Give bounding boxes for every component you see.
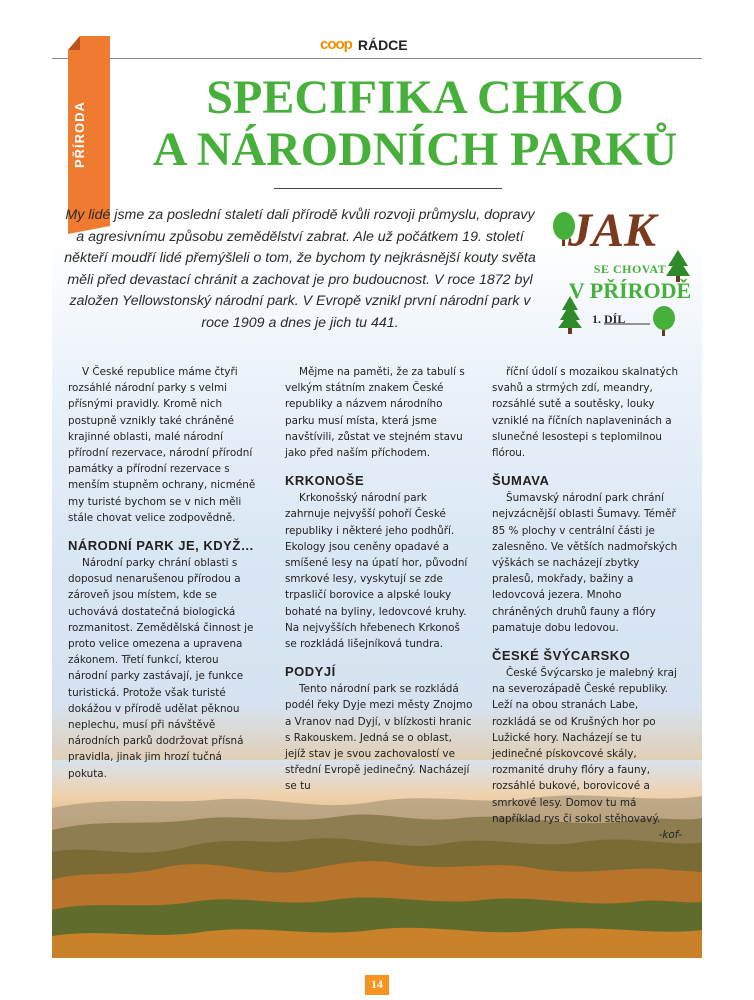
paragraph: Tento národní park se rozkládá podél řeky Dyje mezi městy Znojmo a Vranov nad Dyjí, v blízkosti hranic s Rakouskem. Jedná se o oblast, jejíž stav je svou zachovalostí ve střední Evropě jedinečný. Nacházejí se tu [285,683,473,793]
header-brand [320,36,408,53]
section-heading: ŠUMAVA [492,473,550,489]
column-3 [492,364,682,843]
header-rule [52,58,702,59]
title-divider [274,188,502,189]
intro-paragraph: My lidé jsme za poslední staletí dali přírodě kvůli rozvoji průmyslu, dopravy a agresivnímu způsobu zemědělství zabrat. Ale už počátkem 19. století někteří moudří lidé přemýšleli o tom, že bychom ty nejkrásnější kouty světa měli před devastací chránit a zachovat je pro budoucnost. V roce 1872 byl založen Yellowstonský národní park. V Evropě vznikl první národní park v roce 1909 a dnes je jich tu 441. [64,207,536,331]
series-v-prirode: V PŘÍRODĚ [568,278,692,303]
page-number: 14 [371,977,383,991]
section-heading: KRKONOŠE [285,473,365,489]
section-ribbon-label: PŘÍRODA [72,101,87,168]
section-heading: ČESKÉ ŠVÝCARSKO [492,648,631,664]
paragraph: Mějme na paměti, že za tabulí s velkým státním znakem České republiky a názvem národního parku musí místa, která jsme navštívili, zůstat ve stejném stavu jako před naším příchodem. [285,366,465,460]
column-1 [68,364,258,782]
coop-logo: coop [320,36,352,53]
tree-icon [653,306,675,336]
paragraph: Šumavský národní park chrání nejvzácnější oblasti Šumavy. Téměř 85 % plochy v centrální části je zalesněno. Ve větších nadmořských výškách se nacházejí zbytky pralesů, mokřady, bažiny a ledovcová jezera. Mnoho chráněných druhů fauny a flóry pamatuje dobu ledovou. [492,492,678,634]
paragraph [492,665,682,842]
article-title-line-1: SPECIFIKA CHKO [206,71,624,124]
paragraph: říční údolí s mozaikou skalnatých svahů a strmých zdí, meandry, rozsáhlé sutě a soutěsky, louky vzniklé na říčních naplaveninách a slunečné lesostepi s teplomilnou flórou. [492,366,679,460]
paragraph: V České republice máme čtyři rozsáhlé národní parky s velmi přísnými pravidly. Kromě nich postupně vznikly také chráněné krajinné oblasti, malé národní přírodní rezervace, národní přírodní památky a přírodní rezervace s menším stupněm ochrany, nicméně my turisté bychom se v nich měli stále chovat velice zodpovědně. [68,366,256,524]
paragraph-text: České Švýcarsko je malebný kraj na severozápadě České republiky. Leží na obou stranách Labe, rozkládá se od Krušných hor po Lužické hory. Nacházejí se tu jedinečné pískovcové skály, rozmanité druhy flóry a fauny, rozsáhlé bukové, borovicové a smrkové lesy. Domov tu má například rys či sokol stěhovavý. [492,667,677,825]
article-title-line-2: A NÁRODNÍCH PARKŮ [152,123,678,176]
column-2 [285,364,475,795]
section-name: RÁDCE [357,36,408,53]
author-signature: -kof- [658,829,682,842]
series-se-chovat: SE CHOVAT [593,262,667,276]
series-part: 1. DÍL [592,312,626,326]
section-heading: NÁRODNÍ PARK JE, KDYŽ… [68,538,255,554]
article-title [130,72,700,176]
series-jak: JAK [568,204,657,257]
section-heading: PODYJÍ [285,664,336,680]
paragraph: Krkonošský národní park zahrnuje nejvyšší pohoří České republiky i některé jeho podhůří. Ekology jsou ceněny opadavé a smíšené lesy na úpatí hor, původní smrkové lesy, vyskytují se zde trpasličí borovice a alpské louky bohaté na byliny, ledovcové kruhy. Na nejvyšších hřebenech Krkonoš se rozkládá lišejníková tundra. [285,492,468,651]
paragraph: Národní parky chrání oblasti s doposud nenarušenou přírodou a zároveň jsou místem, kde se uchovává dostatečná biologická rozmanitost. Zemědělská činnost je proto velice omezena a upravena zákonem. Třetí funkcí, kterou národní parky zastávají, je funkce turistická. Protože však turisté dokážou v přírodě udělat pěknou neplechu, musí při návštěvě národních parků dodržovat přísná pravidla, jinak jim hrozí tučná pokuta. [68,557,254,780]
